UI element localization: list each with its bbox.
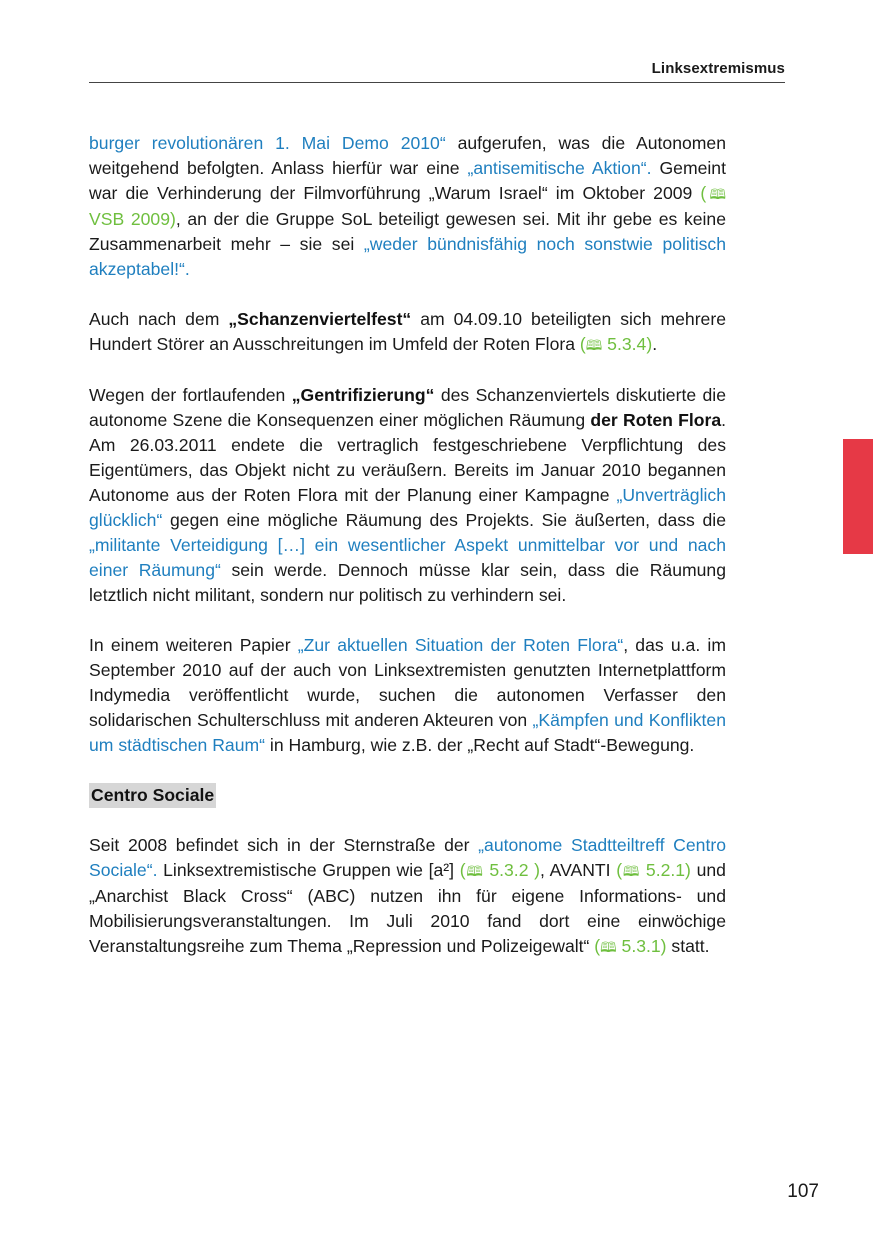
text: . Am 26.03.2011 endete die vertraglich festgeschriebene Verpflichtung des Eigentümers, das Objekt nicht zu veräußern. Bereits im Januar 2010 begannen Autonome aus der Roten Flora mit der Planung einer Kampagne: [89, 410, 727, 505]
reference-link[interactable]: (🕮 5.2.1): [616, 860, 691, 880]
text: sein werde. Dennoch müsse klar sein, dass die Räumung letztlich nicht militant, sondern nur politisch zu verhindern sei.: [89, 560, 727, 605]
bold-term: der Roten Flora: [590, 410, 722, 430]
book-icon: 🕮: [600, 939, 617, 955]
quote-link[interactable]: „Zur aktuellen Situation der Roten Flora“: [297, 635, 624, 655]
paragraph: [89, 131, 726, 282]
book-icon: 🕮: [465, 863, 484, 879]
quote-link[interactable]: „Unverträglich glücklich“: [89, 485, 726, 530]
paragraph: [89, 833, 726, 960]
reference-link[interactable]: (🕮 5.3.1): [594, 936, 667, 956]
paragraph: [89, 307, 726, 358]
text: des Schanzenviertels diskutierte die autonome Szene die Konsequenzen einer möglichen Räumung: [89, 385, 726, 430]
chapter-side-tab: [843, 439, 873, 554]
book-icon: 🕮: [622, 863, 641, 879]
text: , an der die Gruppe SoL beteiligt gewesen sei. Mit ihr gebe es keine Zusammenarbeit mehr – sie sei: [89, 209, 726, 254]
text: Auch nach dem: [89, 309, 229, 329]
quote-link[interactable]: „antisemitische Aktion“.: [467, 158, 652, 178]
quote-link[interactable]: burger revolutionären 1. Mai Demo 2010“: [89, 133, 446, 153]
body-text: [89, 131, 726, 985]
text: .: [652, 334, 658, 354]
reference-link[interactable]: (🕮 VSB 2009): [89, 183, 726, 229]
running-head: Linksextremismus: [651, 60, 785, 77]
text: In einem weiteren Papier: [89, 635, 298, 655]
section-heading: Centro Sociale: [89, 783, 216, 808]
paragraph: [89, 633, 726, 758]
text: , AVANTI: [540, 860, 617, 880]
book-icon: 🕮: [706, 186, 726, 202]
text: Seit 2008 befindet sich in der Sternstraße der: [89, 835, 479, 855]
quote-link[interactable]: „militante Verteidigung […] ein wesentlicher Aspekt unmittelbar vor und nach einer Räumung“: [89, 535, 726, 580]
text: Gemeint war die Verhinderung der Filmvorführung „Warum Israel“ im Oktober 2009: [89, 158, 726, 203]
paragraph: [89, 383, 726, 608]
header-rule: [89, 82, 785, 83]
reference-link[interactable]: (🕮 5.3.2 ): [459, 860, 541, 880]
text: Linksextremistische Gruppen wie [a²]: [157, 860, 460, 880]
text: am 04.09.10 beteiligten sich mehrere Hundert Störer an Ausschreitungen im Umfeld der Roten Flora: [89, 309, 726, 354]
text: Wegen der fortlaufenden: [89, 385, 292, 405]
text: in Hamburg, wie z.B. der „Recht auf Stadt“-Bewegung.: [265, 735, 695, 755]
text: aufgerufen, was die Autonomen weitgehend befolgten. Anlass hierfür war eine: [89, 133, 726, 178]
bold-term: „Gentrifizierung“: [291, 385, 435, 405]
quote-link[interactable]: „Kämpfen und Konflikten um städtischen Raum“: [89, 710, 726, 755]
book-icon: 🕮: [585, 337, 603, 353]
page-number: 107: [787, 1181, 819, 1202]
text: und „Anarchist Black Cross“ (ABC) nutzen ihn für eigene Informations- und Mobilisierungsveranstaltungen. Im Juli 2010 fand dort eine einwöchige Veranstaltungsreihe zum Thema „Repression und Polizeigewalt“: [89, 860, 726, 956]
bold-term: „Schanzenviertelfest“: [228, 309, 412, 329]
text: gegen eine mögliche Räumung des Projekts. Sie äußerten, dass die: [162, 510, 726, 530]
quote-link[interactable]: „autonome Stadtteiltreff Centro Sociale“.: [89, 835, 726, 880]
text: , das u.a. im September 2010 auf der auch von Linksextremisten genutzten Internetplattform Indymedia veröffentlicht wurde, suchen die autonomen Verfasser den solidarischen Schulterschluss mit anderen Akteuren von: [89, 635, 726, 730]
quote-link[interactable]: „weder bündnisfähig noch sonstwie politisch akzeptabel!“.: [89, 234, 727, 279]
text: statt.: [666, 936, 710, 956]
reference-link[interactable]: (🕮 5.3.4): [579, 334, 653, 354]
